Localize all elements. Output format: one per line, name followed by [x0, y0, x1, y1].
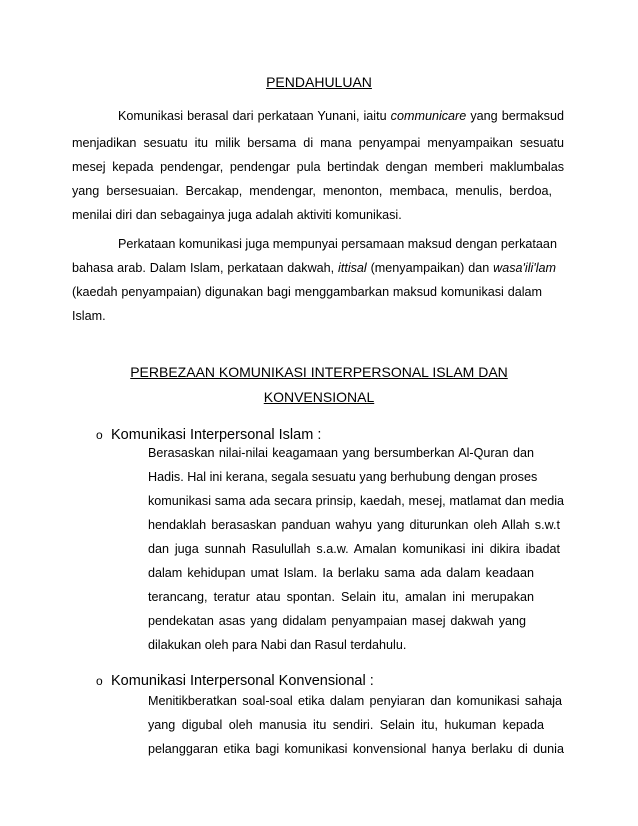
- section1-line9: dilakukan oleh para Nabi dan Rasul terdahulu.: [148, 638, 407, 652]
- heading-perbezaan-line1: PERBEZAAN KOMUNIKASI INTERPERSONAL ISLAM DAN: [130, 364, 508, 380]
- section1-line2-text: Hadis. Hal ini kerana, segala sesuatu yang berhubung dengan proses: [148, 470, 538, 484]
- bullet-circle-icon: o: [96, 428, 103, 442]
- heading-perbezaan-line2: KONVENSIONAL: [263, 389, 375, 405]
- para2-line1-text: Perkataan komunikasi juga mempunyai persamaan maksud dengan perkataan: [118, 237, 557, 251]
- section1-line3-text: komunikasi sama ada secara prinsip, kaedah, mesej, matlamat dan media: [148, 494, 564, 508]
- para2-line2-text-b: (menyampaikan) dan: [366, 261, 494, 275]
- section1-line8: [148, 613, 526, 629]
- para2-line3: [72, 284, 542, 300]
- para1-line1-italic: communicare: [390, 109, 467, 123]
- section2-line3-text: pelanggaran etika bagi komunikasi konvensional hanya berlaku di dunia: [148, 742, 564, 756]
- para1-line2: [72, 135, 564, 151]
- section1-line7-text: terancang, teratur atau spontan. Selain itu, amalan ini merupakan: [148, 590, 534, 604]
- para1-line1: [118, 108, 564, 124]
- section1-line1: [148, 445, 534, 461]
- section1-line5: [148, 541, 560, 557]
- section1-title: [96, 426, 321, 444]
- para1-line2-text: menjadikan sesuatu itu milik bersama di mana penyampai menyampaikan sesuatu: [72, 136, 564, 150]
- section1-line1-text: Berasaskan nilai-nilai keagamaan yang bersumberkan Al-Quran dan: [148, 446, 534, 460]
- section2-line1: [148, 693, 562, 709]
- section1-line7: [148, 589, 534, 605]
- heading-pendahuluan: PENDAHULUAN: [266, 74, 372, 90]
- para2-line2: [72, 260, 556, 276]
- section1-line6-text: dalam kehidupan umat Islam. Ia berlaku sama ada dalam keadaan: [148, 566, 534, 580]
- section1-line4-text: hendaklah berasaskan panduan wahyu yang diturunkan oleh Allah s.w.t: [148, 518, 560, 532]
- para1-line3-text: mesej kepada pendengar, pendengar pula bertindak dengan memberi maklumbalas: [72, 160, 564, 174]
- section1-line2: [148, 469, 538, 485]
- para1-line3: [72, 159, 564, 175]
- section1-line5-text: dan juga sunnah Rasulullah s.a.w. Amalan komunikasi ini dikira ibadat: [148, 542, 560, 556]
- section2-line2: [148, 717, 544, 733]
- para2-line2-text-a: bahasa arab. Dalam Islam, perkataan dakwah,: [72, 261, 339, 275]
- section1-line3: [148, 493, 564, 509]
- bullet-circle-icon: o: [96, 674, 103, 688]
- section2-title-text: Komunikasi Interpersonal Konvensional :: [111, 673, 374, 689]
- para1-line5: menilai diri dan sebagainya juga adalah aktiviti komunikasi.: [72, 208, 402, 222]
- section2-line2-text: yang digubal oleh manusia itu sendiri. Selain itu, hukuman kepada: [148, 718, 544, 732]
- para1-line1-text-a: Komunikasi berasal dari perkataan Yunani, iaitu: [118, 109, 391, 123]
- para1-line4: [72, 183, 552, 199]
- para2-line3-text: (kaedah penyampaian) digunakan bagi menggambarkan maksud komunikasi dalam: [72, 285, 542, 299]
- section1-line6: [148, 565, 534, 581]
- section2-line1-text: Menitikberatkan soal-soal etika dalam penyiaran dan komunikasi sahaja: [148, 694, 562, 708]
- para1-line4-text: yang bersesuaian. Bercakap, mendengar, menonton, membaca, menulis, berdoa,: [72, 184, 552, 198]
- section2-title: [96, 672, 374, 690]
- section2-line3: [148, 741, 564, 757]
- para1-line1-text-b: yang bermaksud: [466, 109, 564, 123]
- section1-title-text: Komunikasi Interpersonal Islam :: [111, 427, 322, 443]
- section1-line4: [148, 517, 560, 533]
- para2-line2-italic1: ittisal: [338, 261, 367, 275]
- para2-line4: Islam.: [72, 309, 106, 323]
- section1-line8-text: pendekatan asas yang didalam penyampaian masej dakwah yang: [148, 614, 526, 628]
- para2-line1: [118, 236, 556, 252]
- para2-line2-italic2: wasa'ili'lam: [493, 261, 556, 275]
